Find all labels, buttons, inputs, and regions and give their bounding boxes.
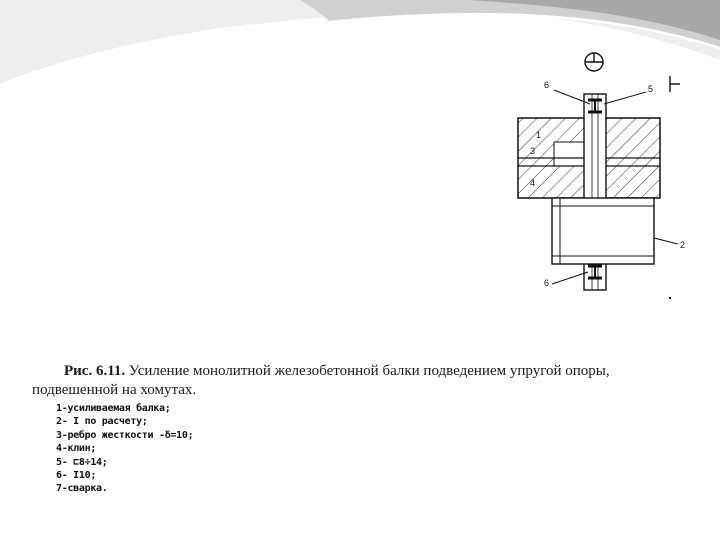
svg-text:1: 1 [536,130,542,140]
figure-caption [32,362,692,400]
legend [56,402,208,510]
legend-item: 5- ⊏8÷14; [56,456,108,468]
beam-reinforcement-drawing [508,48,698,308]
label-right: 2 [680,240,686,250]
label-top-left: 6 [544,80,550,90]
axis-marker [585,53,603,71]
legend-item: 7-сварка. [56,483,108,495]
legend-item: 4-клин; [56,443,97,455]
caption-text: Усиление монолитной железобетонной балки подведением упругой опоры, подвешенной на хомутах. [32,363,610,398]
legend-item: 1-усиливаемая балка; [56,403,171,414]
section-mark-i [670,76,680,92]
figure-number: Рис. 6.11. [64,363,126,379]
legend-list [56,402,208,496]
steel-support-beam [552,198,654,264]
svg-text:4: 4 [530,178,536,188]
svg-text:3: 3 [530,146,536,156]
legend-item: 3-ребро жесткости -δ=10; [56,429,194,441]
label-bottom-left: 6 [544,278,550,288]
legend-item: 2- I по расчету; [56,416,148,428]
label-top-right: 5 [648,84,654,94]
legend-item: 6- I10; [56,470,97,482]
